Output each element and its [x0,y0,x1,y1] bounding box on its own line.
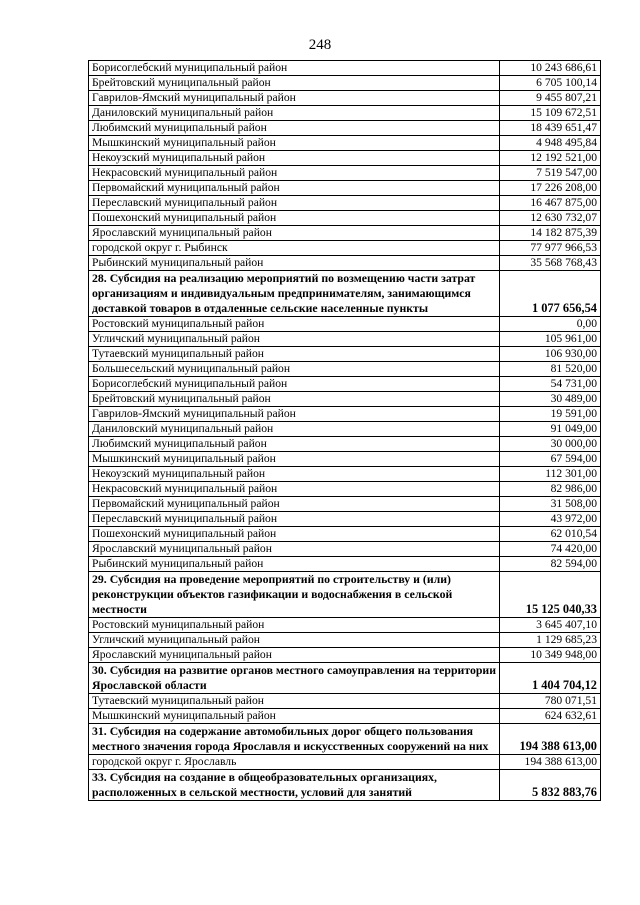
section-header-row [89,663,601,694]
municipality-name: Угличский муниципальный район [89,332,500,347]
section-title: 29. Субсидия на проведение мероприятий по строительству и (или) реконструкции объектов газификации и водоснабжения в сельской местности [89,572,500,618]
table-row [89,557,601,572]
table-row [89,497,601,512]
municipality-name: Даниловский муниципальный район [89,106,500,121]
table-row [89,467,601,482]
amount: 31 508,00 [500,497,601,512]
amount: 10 349 948,00 [500,648,601,663]
municipality-name: Некоузский муниципальный район [89,467,500,482]
amount: 91 049,00 [500,422,601,437]
municipality-name: Пошехонский муниципальный район [89,211,500,226]
amount: 77 977 966,53 [500,241,601,256]
table-row [89,392,601,407]
amount: 7 519 547,00 [500,166,601,181]
table-row [89,362,601,377]
table-row [89,422,601,437]
municipality-name: Первомайский муниципальный район [89,497,500,512]
table-row [89,694,601,709]
municipality-name: Гаврилов-Ямский муниципальный район [89,407,500,422]
amount: 105 961,00 [500,332,601,347]
amount: 10 243 686,61 [500,61,601,76]
municipality-name: Большесельский муниципальный район [89,362,500,377]
amount: 67 594,00 [500,452,601,467]
municipality-name: Мышкинский муниципальный район [89,452,500,467]
table-row [89,347,601,362]
amount: 81 520,00 [500,362,601,377]
amount: 0,00 [500,317,601,332]
section-total: 1 077 656,54 [500,271,601,317]
amount: 780 071,51 [500,694,601,709]
table-row [89,151,601,166]
amount: 62 010,54 [500,527,601,542]
table-row [89,527,601,542]
municipality-name: Гаврилов-Ямский муниципальный район [89,91,500,106]
amount: 35 568 768,43 [500,256,601,271]
municipality-name: Брейтовский муниципальный район [89,392,500,407]
municipality-name: Мышкинский муниципальный район [89,709,500,724]
municipality-name: Брейтовский муниципальный район [89,76,500,91]
table-row [89,437,601,452]
municipality-name: Ярославский муниципальный район [89,226,500,241]
section-total: 5 832 883,76 [500,770,601,801]
table-row [89,633,601,648]
amount: 18 439 651,47 [500,121,601,136]
table-row [89,317,601,332]
amount: 4 948 495,84 [500,136,601,151]
table-row [89,377,601,392]
amount: 30 000,00 [500,437,601,452]
table-row [89,181,601,196]
section-header-row [89,271,601,317]
amount: 43 972,00 [500,512,601,527]
amount: 106 930,00 [500,347,601,362]
municipality-name: Борисоглебский муниципальный район [89,61,500,76]
amount: 82 594,00 [500,557,601,572]
section-title: 28. Субсидия на реализацию мероприятий по возмещению части затрат организациям и индивидуальным предпринимателям, занимающимся доставкой товаров в отдаленные сельские населенные пункты [89,271,500,317]
table-row [89,332,601,347]
municipality-name: Переславский муниципальный район [89,196,500,211]
page-number: 248 [308,37,332,53]
table-row [89,76,601,91]
amount: 30 489,00 [500,392,601,407]
municipality-name: городской округ г. Ярославль [89,755,500,770]
amount: 12 630 732,07 [500,211,601,226]
section-title: 31. Субсидия на содержание автомобильных дорог общего пользования местного значения города Ярославля и искусственных сооружений на них [89,724,500,755]
amount: 17 226 208,00 [500,181,601,196]
municipality-name: городской округ г. Рыбинск [89,241,500,256]
amount: 54 731,00 [500,377,601,392]
amount: 3 645 407,10 [500,618,601,633]
section-total: 15 125 040,33 [500,572,601,618]
table-row [89,407,601,422]
municipality-name: Мышкинский муниципальный район [89,136,500,151]
municipality-name: Любимский муниципальный район [89,437,500,452]
municipality-name: Некрасовский муниципальный район [89,482,500,497]
municipality-name: Тутаевский муниципальный район [89,347,500,362]
table-row [89,226,601,241]
amount: 15 109 672,51 [500,106,601,121]
section-title: 30. Субсидия на развитие органов местного самоуправления на территории Ярославской области [89,663,500,694]
municipality-name: Ярославский муниципальный район [89,542,500,557]
amount: 82 986,00 [500,482,601,497]
amount: 1 129 685,23 [500,633,601,648]
table-row [89,121,601,136]
municipality-name: Переславский муниципальный район [89,512,500,527]
section-header-row [89,724,601,755]
table-row [89,211,601,226]
table-row [89,755,601,770]
municipality-name: Пошехонский муниципальный район [89,527,500,542]
section-title: 33. Субсидия на создание в общеобразовательных организациях, расположенных в сельской местности, условий для занятий [89,770,500,801]
table-row [89,256,601,271]
municipality-name: Первомайский муниципальный район [89,181,500,196]
amount: 19 591,00 [500,407,601,422]
section-header-row [89,572,601,618]
amount: 14 182 875,39 [500,226,601,241]
municipality-name: Ярославский муниципальный район [89,648,500,663]
municipality-name: Рыбинский муниципальный район [89,256,500,271]
table-row [89,512,601,527]
amount: 112 301,00 [500,467,601,482]
amount: 194 388 613,00 [500,755,601,770]
table-row [89,106,601,121]
table-row [89,61,601,76]
table-row [89,452,601,467]
section-header-row [89,770,601,801]
municipality-name: Рыбинский муниципальный район [89,557,500,572]
municipality-name: Некрасовский муниципальный район [89,166,500,181]
municipality-name: Борисоглебский муниципальный район [89,377,500,392]
municipality-name: Тутаевский муниципальный район [89,694,500,709]
table-row [89,241,601,256]
table-row [89,482,601,497]
amount: 6 705 100,14 [500,76,601,91]
municipality-name: Любимский муниципальный район [89,121,500,136]
table-row [89,196,601,211]
municipality-name: Ростовский муниципальный район [89,618,500,633]
section-total: 194 388 613,00 [500,724,601,755]
section-total: 1 404 704,12 [500,663,601,694]
amount: 74 420,00 [500,542,601,557]
municipality-name: Ростовский муниципальный район [89,317,500,332]
table-row [89,618,601,633]
table-row [89,648,601,663]
amount: 9 455 807,21 [500,91,601,106]
municipality-name: Даниловский муниципальный район [89,422,500,437]
amount: 16 467 875,00 [500,196,601,211]
municipality-name: Некоузский муниципальный район [89,151,500,166]
amount: 624 632,61 [500,709,601,724]
table-row [89,136,601,151]
municipality-name: Угличский муниципальный район [89,633,500,648]
subsidy-table [88,60,601,801]
table-row [89,709,601,724]
table-row [89,166,601,181]
amount: 12 192 521,00 [500,151,601,166]
table-row [89,91,601,106]
table-row [89,542,601,557]
